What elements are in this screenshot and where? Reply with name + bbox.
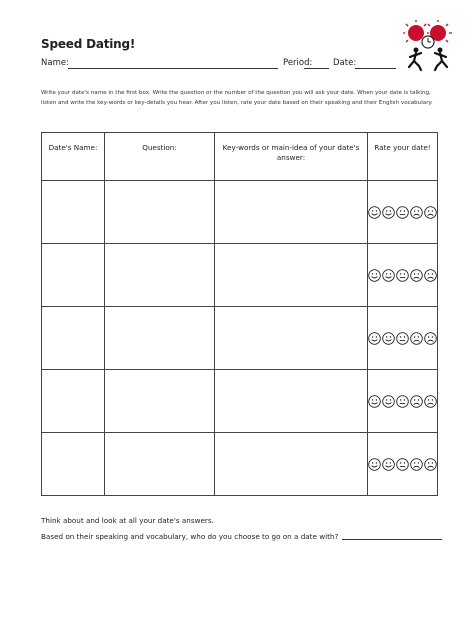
smiley-neutral-icon[interactable] <box>396 458 409 471</box>
period-label: Period: <box>283 58 313 68</box>
smiley-neutral-icon[interactable] <box>396 206 409 219</box>
cell-question[interactable] <box>105 433 215 496</box>
smiley-neutral-icon[interactable] <box>396 395 409 408</box>
cell-rating[interactable] <box>368 307 438 370</box>
cell-dates-name[interactable] <box>42 307 105 370</box>
cell-dates-name[interactable] <box>42 181 105 244</box>
smiley-happy-icon[interactable] <box>368 269 381 282</box>
cell-key-words[interactable] <box>215 370 368 433</box>
cell-rating[interactable] <box>368 244 438 307</box>
column-header-dates-name: Date's Name: <box>42 133 105 181</box>
table-row <box>42 370 438 433</box>
cell-key-words[interactable] <box>215 433 368 496</box>
smiley-rating-scale[interactable] <box>368 395 437 408</box>
date-blank-line[interactable] <box>355 68 396 69</box>
smiley-rating-scale[interactable] <box>368 458 437 471</box>
smiley-happy-icon[interactable] <box>368 458 381 471</box>
cell-question[interactable] <box>105 370 215 433</box>
cell-rating[interactable] <box>368 433 438 496</box>
column-header-question: Question: <box>105 133 215 181</box>
smiley-happy-icon[interactable] <box>382 395 395 408</box>
period-blank-line[interactable] <box>304 68 329 69</box>
smiley-sad-icon[interactable] <box>424 269 437 282</box>
smiley-happy-icon[interactable] <box>382 206 395 219</box>
worksheet-title: Speed Dating! <box>41 37 136 51</box>
smiley-sad-icon[interactable] <box>424 206 437 219</box>
table-row <box>42 307 438 370</box>
cell-dates-name[interactable] <box>42 433 105 496</box>
cell-key-words[interactable] <box>215 244 368 307</box>
smiley-happy-icon[interactable] <box>368 332 381 345</box>
date-label: Date: <box>333 58 357 68</box>
smiley-sad-icon[interactable] <box>410 332 423 345</box>
table-row <box>42 244 438 307</box>
table-row <box>42 433 438 496</box>
smiley-sad-icon[interactable] <box>410 395 423 408</box>
smiley-rating-scale[interactable] <box>368 269 437 282</box>
smiley-neutral-icon[interactable] <box>396 269 409 282</box>
smiley-sad-icon[interactable] <box>410 458 423 471</box>
footer-question-text: Based on their speaking and vocabulary, who do you choose to go on a date with? <box>41 532 339 541</box>
smiley-sad-icon[interactable] <box>424 458 437 471</box>
cell-key-words[interactable] <box>215 181 368 244</box>
name-blank-line[interactable] <box>68 68 278 69</box>
cell-dates-name[interactable] <box>42 244 105 307</box>
table-row <box>42 181 438 244</box>
cell-key-words[interactable] <box>215 307 368 370</box>
cell-question[interactable] <box>105 181 215 244</box>
instructions-text: Write your date's name in the first box. Write the question or the number of the question you will ask your date. When your date is talking, listen and write the key-words or key-details you hear. After you listen, rate your date based on their speaking and their English vocabulary. <box>41 90 433 106</box>
cell-question[interactable] <box>105 307 215 370</box>
smiley-happy-icon[interactable] <box>382 269 395 282</box>
smiley-rating-scale[interactable] <box>368 206 437 219</box>
smiley-neutral-icon[interactable] <box>396 332 409 345</box>
racing-couple-logo-icon <box>402 20 454 72</box>
column-header-key-words: Key-words or main-idea of your date's answer: <box>215 133 368 181</box>
smiley-sad-icon[interactable] <box>424 332 437 345</box>
smiley-happy-icon[interactable] <box>368 395 381 408</box>
speed-dating-table <box>41 132 438 496</box>
smiley-rating-scale[interactable] <box>368 332 437 345</box>
cell-rating[interactable] <box>368 370 438 433</box>
cell-question[interactable] <box>105 244 215 307</box>
smiley-happy-icon[interactable] <box>382 458 395 471</box>
footer-line-1: Think about and look at all your date's answers. <box>41 516 214 525</box>
smiley-happy-icon[interactable] <box>368 206 381 219</box>
smiley-happy-icon[interactable] <box>382 332 395 345</box>
smiley-sad-icon[interactable] <box>410 206 423 219</box>
column-header-rate-your-date: Rate your date! <box>368 133 438 181</box>
table-header-row <box>42 133 438 181</box>
smiley-sad-icon[interactable] <box>410 269 423 282</box>
smiley-sad-icon[interactable] <box>424 395 437 408</box>
cell-rating[interactable] <box>368 181 438 244</box>
cell-dates-name[interactable] <box>42 370 105 433</box>
date-choice-blank-line[interactable] <box>342 539 442 540</box>
footer-line-2 <box>41 532 442 541</box>
name-label: Name: <box>41 58 69 68</box>
